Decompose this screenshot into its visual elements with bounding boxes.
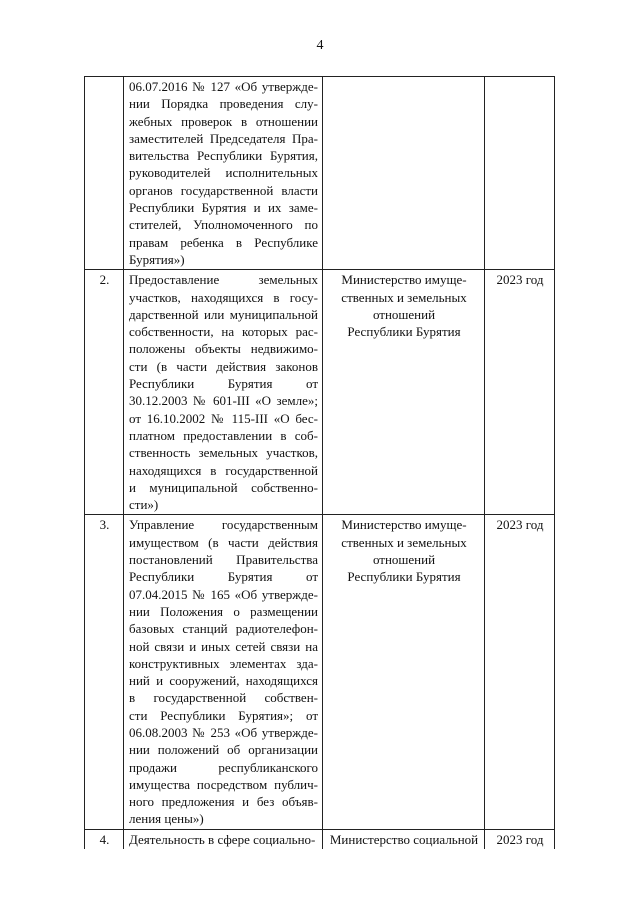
- deadline: 2023 год: [485, 829, 555, 849]
- text-line: Управление государственным: [129, 517, 318, 533]
- text-line: вительства Республики Бурятия,: [129, 148, 318, 164]
- text-line: имущества посредством публич-: [129, 776, 318, 792]
- org-line: Министерство имуще-: [341, 272, 467, 288]
- text-line: жебных проверок в отношении: [129, 113, 318, 129]
- text-line: ний и сооружений, находящихся: [129, 673, 318, 689]
- org-line: Республики Бурятия: [347, 324, 461, 340]
- row-number: 2.: [85, 270, 124, 515]
- text-line: нии положений об организации: [129, 742, 318, 758]
- org-line: ственных и земельных: [341, 289, 467, 305]
- text-line: правам ребенка в Республике: [129, 234, 318, 250]
- table-row: [85, 77, 555, 270]
- text-line: органов государственной власти: [129, 182, 318, 198]
- text-line: 30.12.2003 № 601-III «О земле»;: [129, 393, 318, 409]
- text-line: Деятельность в сфере социально-: [129, 831, 316, 847]
- text-line: платном предоставлении в соб-: [129, 427, 318, 443]
- text-line: и муниципальной собственно-: [129, 479, 318, 495]
- text-line: нии Порядка проведения слу-: [129, 96, 318, 112]
- text-line: ственность земельных участков,: [129, 445, 318, 461]
- org-line: ственных и земельных: [341, 534, 467, 550]
- org-line: отношений: [372, 306, 436, 322]
- text-line: имуществом (в части действия: [129, 534, 318, 550]
- text-line: ного предложения и без объяв-: [129, 794, 318, 810]
- text-line: базовых станций радиотелефон-: [129, 621, 318, 637]
- deadline: 2023 год: [485, 515, 555, 829]
- org-line: Министерство социальной: [329, 831, 479, 847]
- text-line: положены объекты недвижимо-: [129, 341, 318, 357]
- text-line: стителей, Уполномоченного по: [129, 217, 318, 233]
- table-row: [85, 270, 555, 515]
- text-line: нии Положения о размещении: [129, 603, 318, 619]
- org-line: Республики Бурятия: [347, 569, 461, 585]
- row-number: 3.: [85, 515, 124, 829]
- activity-name: [124, 270, 323, 515]
- text-line: заместителей Председателя Пра-: [129, 130, 318, 146]
- text-line: участков, находящихся в госу-: [129, 289, 318, 305]
- text-line: Республики Бурятия и их заме-: [129, 200, 318, 216]
- text-line: руководителей исполнительных: [129, 165, 318, 181]
- row-number: [85, 77, 124, 270]
- text-line: 06.07.2016 № 127 «Об утвержде-: [129, 79, 318, 94]
- text-line: от 16.10.2002 № 115-III «О бес-: [129, 410, 318, 426]
- row-number: 4.: [85, 829, 124, 849]
- text-line: дарственной или муниципальной: [129, 306, 318, 322]
- deadline: [485, 77, 555, 270]
- text-line: 07.04.2015 № 165 «Об утвержде-: [129, 586, 318, 602]
- text-line: Республики Бурятия от: [129, 376, 318, 392]
- text-line: Бурятия»): [129, 251, 185, 267]
- text-line: Республики Бурятия от: [129, 569, 318, 585]
- responsible-org: [323, 515, 485, 829]
- text-line: сти (в части действия законов: [129, 358, 318, 374]
- table-row: [85, 829, 555, 849]
- text-line: постановлений Правительства: [129, 552, 318, 568]
- deadline: 2023 год: [485, 270, 555, 515]
- activity-name: [124, 829, 323, 849]
- text-line: собственности, на которых рас-: [129, 324, 318, 340]
- text-line: конструктивных элементах зда-: [129, 655, 318, 671]
- text-line: ления цены»): [129, 811, 204, 827]
- text-line: в государственной собствен-: [129, 690, 318, 706]
- text-line: находящихся в государственной: [129, 462, 318, 478]
- activity-name: [124, 77, 323, 270]
- responsible-org: [323, 270, 485, 515]
- org-line: отношений: [372, 552, 436, 568]
- activities-table: [84, 76, 555, 849]
- text-line: 06.08.2003 № 253 «Об утвержде-: [129, 724, 318, 740]
- text-line: сти»): [129, 497, 159, 513]
- text-line: Предоставление земельных: [129, 272, 318, 288]
- text-line: ной связи и иных сетей связи на: [129, 638, 318, 654]
- text-line: сти Республики Бурятия»; от: [129, 707, 318, 723]
- page-number: 4: [316, 38, 324, 53]
- table-row: [85, 515, 555, 829]
- responsible-org: [323, 829, 485, 849]
- activity-name: [124, 515, 323, 829]
- responsible-org: [323, 77, 485, 270]
- org-line: Министерство имуще-: [341, 517, 467, 533]
- text-line: продажи республиканского: [129, 759, 318, 775]
